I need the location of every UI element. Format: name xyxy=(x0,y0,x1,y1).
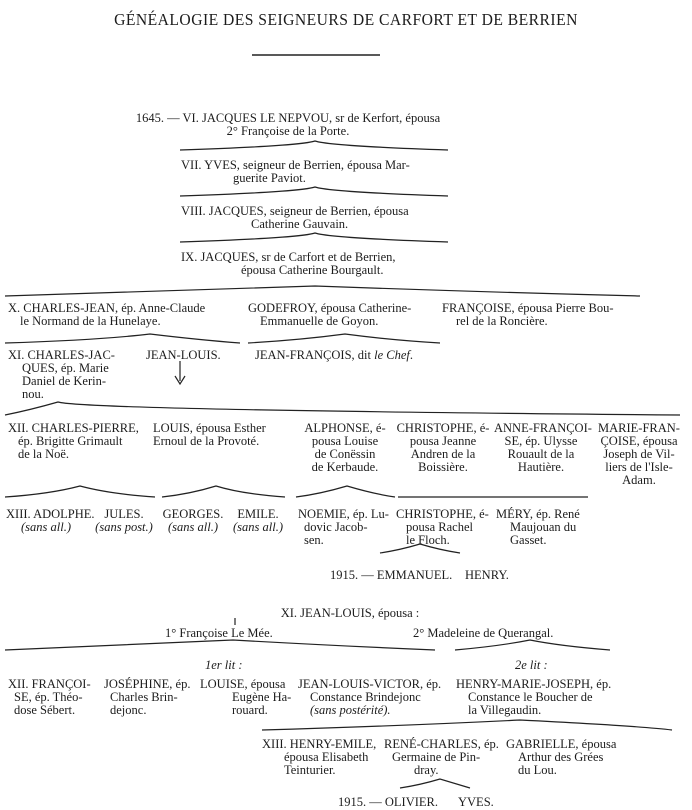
entry-line: ép. Brigitte Grimault xyxy=(18,434,123,448)
gen13-jules xyxy=(90,508,158,534)
page-title: GÉNÉALOGIE DES SEIGNEURS DE CARFORT ET DE BERRIEN xyxy=(114,10,578,29)
entry-line: RENÉ-CHARLES, ép. xyxy=(384,737,499,751)
part2-josephine xyxy=(104,678,190,717)
entry-line: FRANÇOISE, épousa Pierre Bou- xyxy=(442,301,614,315)
gen14-yves: YVES. xyxy=(458,795,494,809)
entry-line: rel de la Roncière. xyxy=(456,314,548,328)
entry-line: SE, ép. Ulysse xyxy=(504,434,578,448)
entry-line: Charles Brin- xyxy=(110,690,178,704)
gen14-olivier: 1915. — OLIVIER. xyxy=(338,795,438,809)
entry-line: ALPHONSE, é- xyxy=(304,421,386,435)
entry-line: CHRISTOPHE, é- xyxy=(396,507,489,521)
part2-francoise xyxy=(8,678,91,717)
entry-line: épousa Elisabeth xyxy=(284,750,369,764)
part2-henry-emile xyxy=(262,738,376,777)
entry-line: (sans all.) xyxy=(168,520,218,534)
gen14-emmanuel: 1915. — EMMANUEL. xyxy=(330,568,453,582)
entry-line: JULES. xyxy=(104,507,144,521)
gen12-anne-francoise xyxy=(494,421,592,474)
entry-line: dovic Jacob- xyxy=(304,520,368,534)
entry-line: VII. YVES, seigneur de Berrien, épousa Mar- xyxy=(181,158,410,172)
entry-line: NOEMIE, ép. Lu- xyxy=(298,507,389,521)
entry-line: dejonc. xyxy=(110,703,147,717)
entry-line: Ernoul de la Provoté. xyxy=(153,434,260,448)
entry-line: (sans all.) xyxy=(233,520,283,534)
gen6-jacques-le-nepvou xyxy=(128,112,448,138)
entry-line: XII. CHARLES-PIERRE, xyxy=(8,421,139,435)
gen12-christophe xyxy=(396,422,490,474)
entry-line: X. CHARLES-JEAN, ép. Anne-Claude xyxy=(8,301,206,315)
entry-line: le Floch. xyxy=(406,533,450,547)
entry-line: de Kerbaude. xyxy=(311,460,379,474)
entry-line: Andren de la xyxy=(410,447,476,461)
gen9-jacques xyxy=(181,251,396,277)
entry-line: Daniel de Kerin- xyxy=(22,374,106,388)
jean-louis-marriages-heading: XI. JEAN-LOUIS, épousa : xyxy=(280,606,420,620)
entry-line: ÇOISE, épousa xyxy=(600,434,678,448)
entry-line: liers de l'Isle- xyxy=(605,460,673,474)
gen8-jacques xyxy=(181,205,409,231)
part2-jean-louis-victor xyxy=(298,678,441,717)
entry-line: MÉRY, ép. René xyxy=(496,507,580,521)
gen12-marie-francoise xyxy=(592,422,686,487)
gen14-henry: HENRY. xyxy=(465,568,509,582)
gen11-charles-jacques xyxy=(8,349,115,401)
part2-rene-charles xyxy=(384,738,499,777)
entry-line: Hautière. xyxy=(517,460,565,474)
entry-line: de la Noë. xyxy=(18,447,70,461)
gen13-georges xyxy=(162,508,224,534)
gen13-emile xyxy=(228,508,288,534)
entry-line: HENRY-MARIE-JOSEPH, ép. xyxy=(456,677,612,691)
entry-line: QUES, ép. Marie xyxy=(22,361,109,375)
entry-line: JEAN-LOUIS-VICTOR, ép. xyxy=(298,677,442,691)
second-marriage-label: 2e lit : xyxy=(515,658,548,672)
entry-line: le Normand de la Hunelaye. xyxy=(20,314,161,328)
entry-line: nou. xyxy=(22,387,44,401)
entry-line: XI. CHARLES-JAC- xyxy=(8,348,115,362)
part2-henry-marie-joseph xyxy=(456,678,611,717)
entry-line: pousa Louise xyxy=(311,434,379,448)
entry-line: CHRISTOPHE, é- xyxy=(396,421,490,435)
entry-line: du Lou. xyxy=(518,763,557,777)
entry-line: MARIE-FRAN- xyxy=(598,421,680,435)
entry-line: XIII. ADOLPHE. xyxy=(6,507,95,521)
second-wife: 2° Madeleine de Querangal. xyxy=(413,626,554,640)
entry-line: Arthur des Grées xyxy=(518,750,604,764)
entry-line: 2° Françoise de la Porte. xyxy=(226,124,350,138)
gen11-jean-louis: JEAN-LOUIS. xyxy=(146,348,221,362)
entry-line: VIII. JACQUES, seigneur de Berrien, épousa xyxy=(181,204,409,218)
entry-line: SE, ép. Théo- xyxy=(14,690,83,704)
entry-line: dose Sébert. xyxy=(14,703,76,717)
entry-line: pousa Jeanne xyxy=(409,434,477,448)
gen13-noemie xyxy=(298,508,389,547)
entry-line: IX. JACQUES, sr de Carfort et de Berrien, xyxy=(181,250,396,264)
entry-line: Joseph de Vil- xyxy=(603,447,675,461)
gen13-mery xyxy=(496,508,580,547)
part2-louise xyxy=(200,678,291,717)
entry-line: dray. xyxy=(414,763,439,777)
gen12-charles-pierre xyxy=(8,422,139,461)
entry-text: JEAN-FRANÇOIS, dit xyxy=(255,348,375,362)
entry-line: EMILE. xyxy=(237,507,279,521)
gen10-francoise xyxy=(442,302,614,328)
entry-line: Germaine de Pin- xyxy=(392,750,481,764)
first-marriage-label: 1er lit : xyxy=(205,658,243,672)
entry-line: Rouault de la xyxy=(507,447,575,461)
entry-line: GODEFROY, épousa Catherine- xyxy=(248,301,412,315)
entry-line: LOUISE, épousa xyxy=(200,677,286,691)
entry-line: Maujouan du xyxy=(510,520,577,534)
first-wife: 1° Françoise Le Mée. xyxy=(165,626,273,640)
entry-line: épousa Catherine Bourgault. xyxy=(241,263,384,277)
entry-line: Teinturier. xyxy=(284,763,336,777)
gen10-charles-jean xyxy=(8,302,205,328)
entry-line: GEORGES. xyxy=(162,507,224,521)
entry-line: Gasset. xyxy=(510,533,547,547)
entry-line: guerite Paviot. xyxy=(233,171,306,185)
part2-gabrielle xyxy=(506,738,616,777)
entry-line: JOSÉPHINE, ép. xyxy=(104,677,191,691)
entry-line: Eugène Ha- xyxy=(232,690,292,704)
entry-line: Constance le Boucher de xyxy=(468,690,593,704)
gen12-alphonse xyxy=(298,422,392,474)
entry-line: Constance Brindejonc xyxy=(310,690,421,704)
entry-line: GABRIELLE, épousa xyxy=(506,737,617,751)
entry-line: Catherine Gauvain. xyxy=(251,217,349,231)
entry-text: . xyxy=(409,348,414,362)
entry-line: (sans post.) xyxy=(95,520,153,534)
entry-line: XII. FRANÇOI- xyxy=(8,677,91,691)
gen10-godefroy xyxy=(248,302,411,328)
entry-line: ANNE-FRANÇOI- xyxy=(494,421,592,435)
entry-line: rouard. xyxy=(232,703,268,717)
gen13-adolphe xyxy=(6,507,95,534)
entry-line: 1645. — VI. JACQUES LE NEPVOU, sr de Kerfort, épousa xyxy=(135,111,441,125)
entry-nickname: le Chef xyxy=(374,348,410,362)
entry-line: Emmanuelle de Goyon. xyxy=(260,314,379,328)
entry-line: XIII. HENRY-EMILE, xyxy=(262,737,377,751)
gen11-jean-francois xyxy=(255,349,413,362)
gen12-louis xyxy=(153,422,266,448)
entry-line: Adam. xyxy=(622,473,656,487)
gen13-christophe xyxy=(396,508,489,547)
entry-line: sen. xyxy=(304,533,324,547)
entry-line: la Villegaudin. xyxy=(468,703,542,717)
gen7-yves xyxy=(181,159,410,185)
entry-line: (sans postérité). xyxy=(310,703,391,717)
entry-line: Boissière. xyxy=(418,460,468,474)
entry-line: (sans all.) xyxy=(21,520,71,534)
entry-line: LOUIS, épousa Esther xyxy=(153,421,266,435)
entry-line: de Conëssin xyxy=(314,447,376,461)
entry-line: pousa Rachel xyxy=(406,520,473,534)
